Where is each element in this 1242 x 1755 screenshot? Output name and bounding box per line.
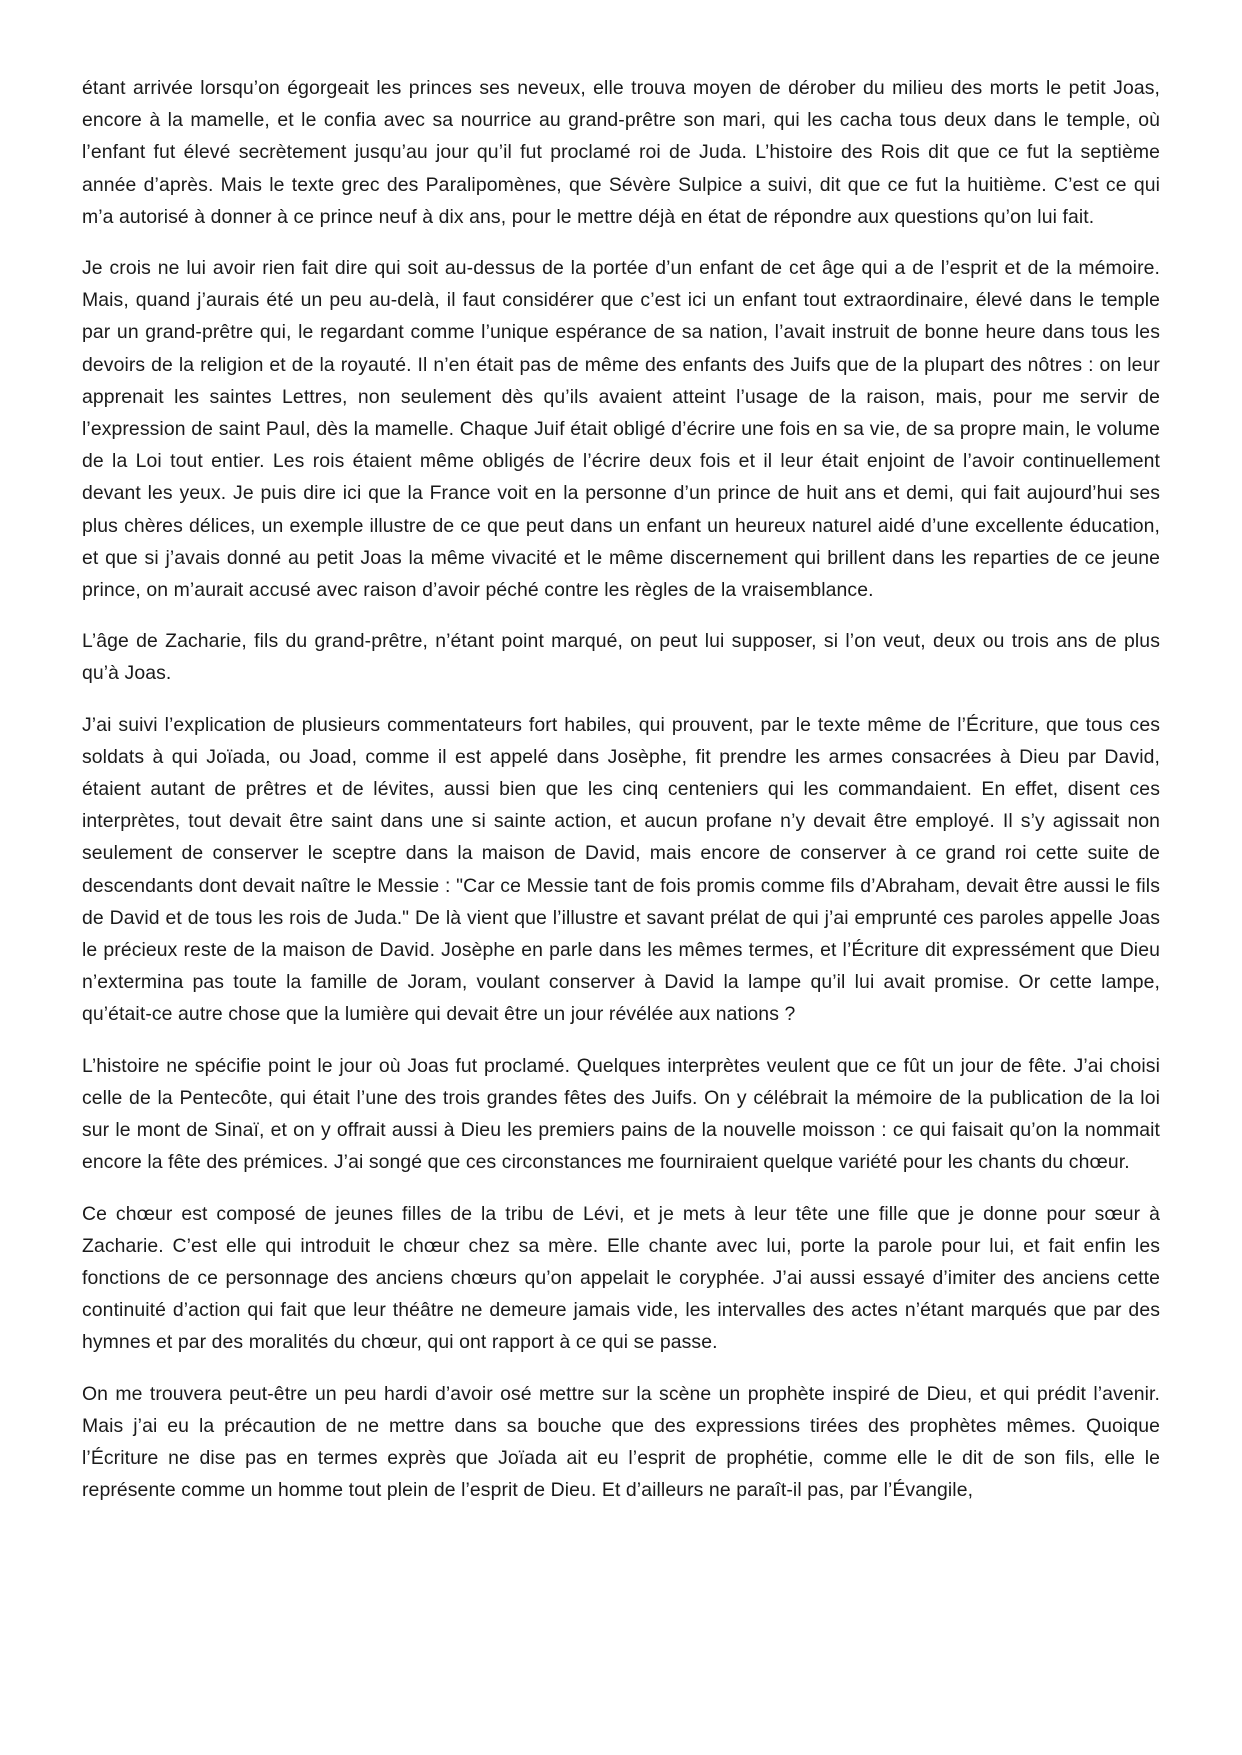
paragraph-chorus: Ce chœur est composé de jeunes filles de la tribu de Lévi, et je mets à leur tête une fille que je donne pour sœur à Zacharie. C’est elle qui introduit le chœur chez sa mère. Elle chante avec lui, porte la parole pour lui, et fait enfin les fonctions de ce personnage des anciens chœurs qu’on appelait le coryphée. J’ai aussi essayé d’imiter des anciens cette continuité d’action qui fait que leur théâtre ne demeure jamais vide, les intervalles des actes n’étant marqués que par des hymnes et par des moralités du chœur, qui ont rapport à ce qui se passe.	[82, 1202, 1160, 1354]
document-page	[82, 72, 1160, 1525]
paragraph-zacharie: L’âge de Zacharie, fils du grand-prêtre, n’étant point marqué, on peut lui supposer, si l’on veut, deux ou trois ans de plus qu’à Joas.	[82, 630, 1160, 685]
paragraph-prophet: On me trouvera peut-être un peu hardi d’avoir osé mettre sur la scène un prophète inspiré de Dieu, et qui prédit l’avenir. Mais j’ai eu la précaution de ne mettre dans sa bouche que des expressions tirées des prophètes mêmes. Quoique l’Écriture ne dise pas en termes exprès que Joïada ait eu l’esprit de prophétie, comme elle le dit de son fils, elle le représente comme un homme tout plein de l’esprit de Dieu. Et d’ailleurs ne paraît-il pas, par l’Évangile,	[82, 1382, 1160, 1502]
paragraph-joas-rescue: étant arrivée lorsqu’on égorgeait les princes ses neveux, elle trouva moyen de dérober du milieu des morts le petit Joas, encore à la mamelle, et le confia avec sa nourrice au grand-prêtre son mari, qui les cacha tous deux dans le temple, où l’enfant fut élevé secrètement jusqu’au jour qu’il fut proclamé roi de Juda. L’histoire des Rois dit que ce fut la septième année d’après. Mais le texte grec des Paralipomènes, que Sévère Sulpice a suivi, dit que ce fut la huitième. C’est ce qui m’a autorisé à donner à ce prince neuf à dix ans, pour le mettre déjà en état de répondre aux questions qu’on lui fait.	[82, 77, 1160, 228]
paragraph-commentators: J’ai suivi l’explication de plusieurs commentateurs fort habiles, qui prouvent, par le texte même de l’Écriture, que tous ces soldats à qui Joïada, ou Joad, comme il est appelé dans Josèphe, fit prendre les armes consacrées à Dieu par David, étaient autant de prêtres et de lévites, aussi bien que les cinq centeniers qui les commandaient. En effet, disent ces interprètes, tout devait être saint dans une si sainte action, et aucun profane n’y devait être employé. Il s’y agissait non seulement de conserver le sceptre dans la maison de David, mais encore de conserver à ce grand roi cette suite de descendants dont devait naître le Messie : "Car ce Messie tant de fois promis comme fils d’Abraham, devait être aussi le fils de David et de tous les rois de Juda." De là vient que l’illustre et savant prélat de qui j’ai emprunté ces paroles appelle Joas le précieux reste de la maison de David. Josèphe en parle dans les mêmes termes, et l’Écriture dit expressément que Dieu n’extermina pas toute la famille de Joram, voulant conserver à David la lampe qu’il lui avait promise. Or cette lampe, qu’était-ce autre chose que la lumière qui devait être un jour révélée aux nations ?	[82, 713, 1160, 1026]
paragraph-joas-age: Je crois ne lui avoir rien fait dire qui soit au-dessus de la portée d’un enfant de cet âge qui a de l’esprit et de la mémoire. Mais, quand j’aurais été un peu au-delà, il faut considérer que c’est ici un enfant tout extraordinaire, élevé dans le temple par un grand-prêtre qui, le regardant comme l’unique espérance de sa nation, l’avait instruit de bonne heure dans tous les devoirs de la religion et de la royauté. Il n’en était pas de même des enfants des Juifs que de la plupart des nôtres : on leur apprenait les saintes Lettres, non seulement dès qu’ils avaient atteint l’usage de la raison, mais, pour me servir de l’expression de saint Paul, dès la mamelle. Chaque Juif était obligé d’écrire une fois en sa vie, de sa propre main, le volume de la Loi tout entier. Les rois étaient même obligés de l’écrire deux fois et il leur était enjoint de l’avoir continuellement devant les yeux. Je puis dire ici que la France voit en la personne d’un prince de huit ans et demi, qui fait aujourd’hui ses plus chères délices, un exemple illustre de ce que peut dans un enfant un heureux naturel aidé d’une excellente éducation, et que si j’avais donné au petit Joas la même vivacité et le même discernement qui brillent dans les reparties de ce jeune prince, on m’aurait accusé avec raison d’avoir péché contre les règles de la vraisemblance.	[82, 257, 1160, 602]
paragraph-pentecost: L’histoire ne spécifie point le jour où Joas fut proclamé. Quelques interprètes veulent que ce fût un jour de fête. J’ai choisi celle de la Pentecôte, qui était l’une des trois grandes fêtes des Juifs. On y célébrait la mémoire de la publication de la loi sur le mont de Sinaï, et on y offrait aussi à Dieu les premiers pains de la nouvelle moisson : ce qui faisait qu’on la nommait encore la fête des prémices. J’ai songé que ces circonstances me fourniraient quelque variété pour les chants du chœur.	[82, 1054, 1160, 1174]
